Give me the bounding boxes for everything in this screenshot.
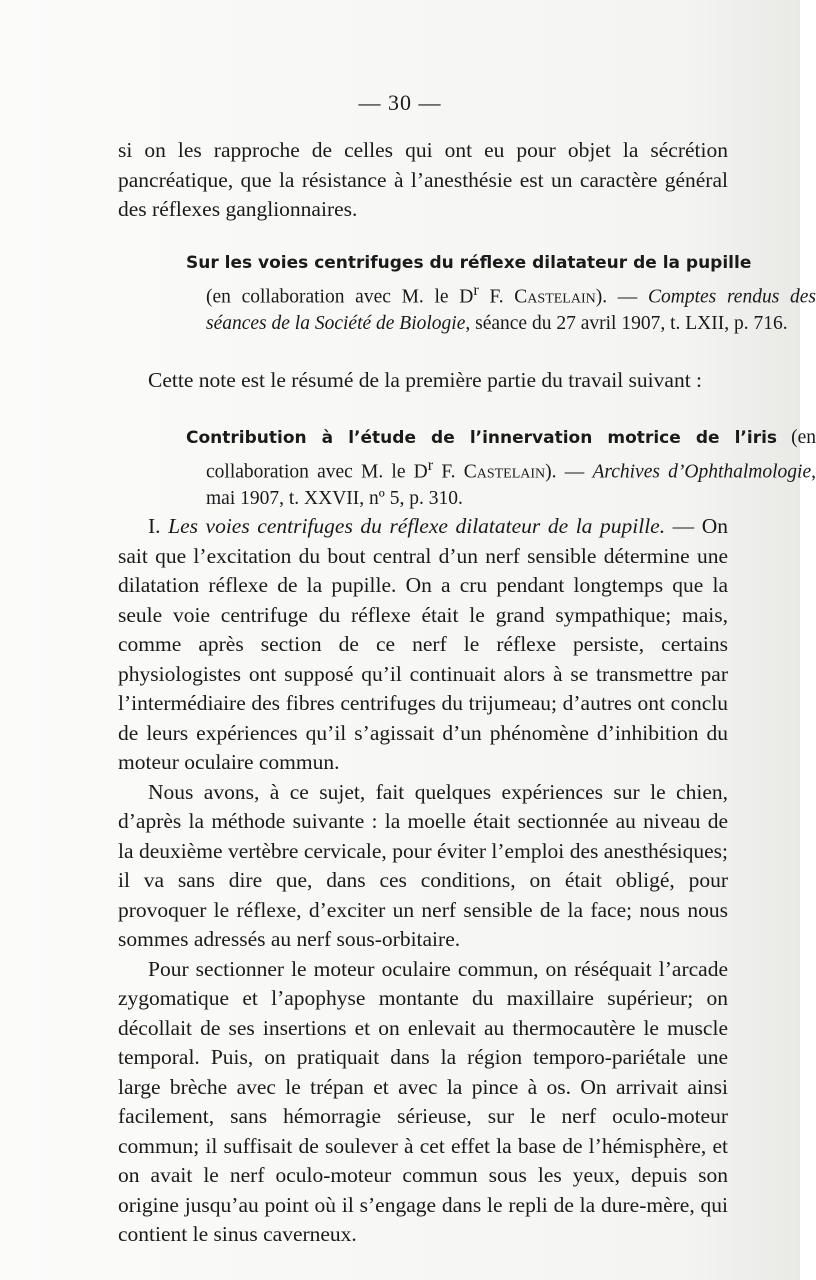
bibliography-separator: ). — <box>545 461 593 482</box>
continuation-paragraph: si on les rapproche de celles qui ont eu pour objet la sécrétion pancréatique, que la résistance à l’anesthésie est un caractère général des réflexes ganglionnaires. <box>118 138 728 221</box>
section-paragraph-2: Nous avons, à ce sujet, fait quelques expériences sur le chien, d’après la méthode suivante : la moelle était sectionnée au niveau de la deuxième vertèbre cervicale, pour éviter l’emploi des anesthésiques; il va sans dire que, dans ces conditions, on était obligé, pour provoquer le réflexe, d’exciter un nerf sensible de la face; nous nous sommes adressés au nerf sous-orbitaire. <box>118 779 728 951</box>
page-number: — 30 — <box>358 90 442 115</box>
bibliography-title: Sur les voies centrifuges du réflexe dilatateur de la pupille <box>186 253 752 273</box>
section-numeral: I. <box>148 514 169 538</box>
bibliography-entry-1 <box>118 250 816 337</box>
section-heading-dash: — <box>665 514 702 538</box>
bibliography-journal: Comptes rendus des séances de la Société de Biologie <box>206 286 816 334</box>
bibliography-entry-2 <box>118 425 816 512</box>
bibliography-dr-sup: r <box>427 455 434 474</box>
section-paragraph-1 <box>118 512 728 778</box>
bibliography-title: Contribution à l’étude de l’innervation motrice de l’iris <box>186 428 778 448</box>
note-paragraph <box>118 366 728 396</box>
section-heading: Les voies centrifuges du réflexe dilatateur de la pupille. <box>168 514 666 538</box>
note-text: Cette note est le résumé de la première partie du travail suivant : <box>148 368 703 392</box>
section-body <box>118 512 728 1250</box>
bibliography-collaborator: F. Castelain <box>478 286 596 307</box>
section-paragraph-3: Pour sectionner le moteur oculaire commun, on réséquait l’arcade zygomatique et l’apophyse montante du maxillaire supérieur; on décollait de ses insertions et on enlevait au thermocautère le muscle temporal. Puis, on pratiquait dans la région temporo-pariétale une large brèche avec le trépan et avec la pince à os. On arrivait ainsi facilement, sans hémorragie sérieuse, sur le nerf oculo-moteur commun; il suffisait de soulever à cet effet la base de l’hémisphère, et on avait le nerf oculo-moteur commun sous les yeux, depuis son origine jusqu’au point où il s’engage dans le repli de la dure-mère, qui contient le sinus caverneux. <box>118 956 728 1246</box>
bibliography-dr-sup: r <box>473 280 479 299</box>
bibliography-details: , mai 1907, t. XXVII, nº 5, p. 310. <box>206 461 816 509</box>
bibliography-collaborator: F. Castelain <box>433 461 546 482</box>
bibliography-details: , séance du 27 avril 1907, t. LXII, p. 716. <box>465 312 788 334</box>
bibliography-separator: ). — <box>595 286 648 307</box>
bibliography-journal: Archives d’Ophthalmologie <box>592 461 812 482</box>
section-paragraph-1-text: On sait que l’excitation du bout central d’un nerf sensible détermine une dilatation réflexe de la pupille. On a cru pendant longtemps que la seule voie centrifuge du réflexe était le grand sympathique; mais, comme après section de ce nerf le réflexe persiste, certains physiologistes ont supposé qu’il continuait alors à se transmettre par l’intermédiaire des fibres centrifuges du trijumeau; d’autres ont conclu de leurs expériences qu’il s’agissait d’un phénomène d’inhibition du moteur oculaire commun. <box>118 514 729 774</box>
bibliography-collab: (en collaboration avec M. le D <box>206 286 474 307</box>
bibliography-collab: (en collaboration avec M. le D <box>206 427 816 482</box>
